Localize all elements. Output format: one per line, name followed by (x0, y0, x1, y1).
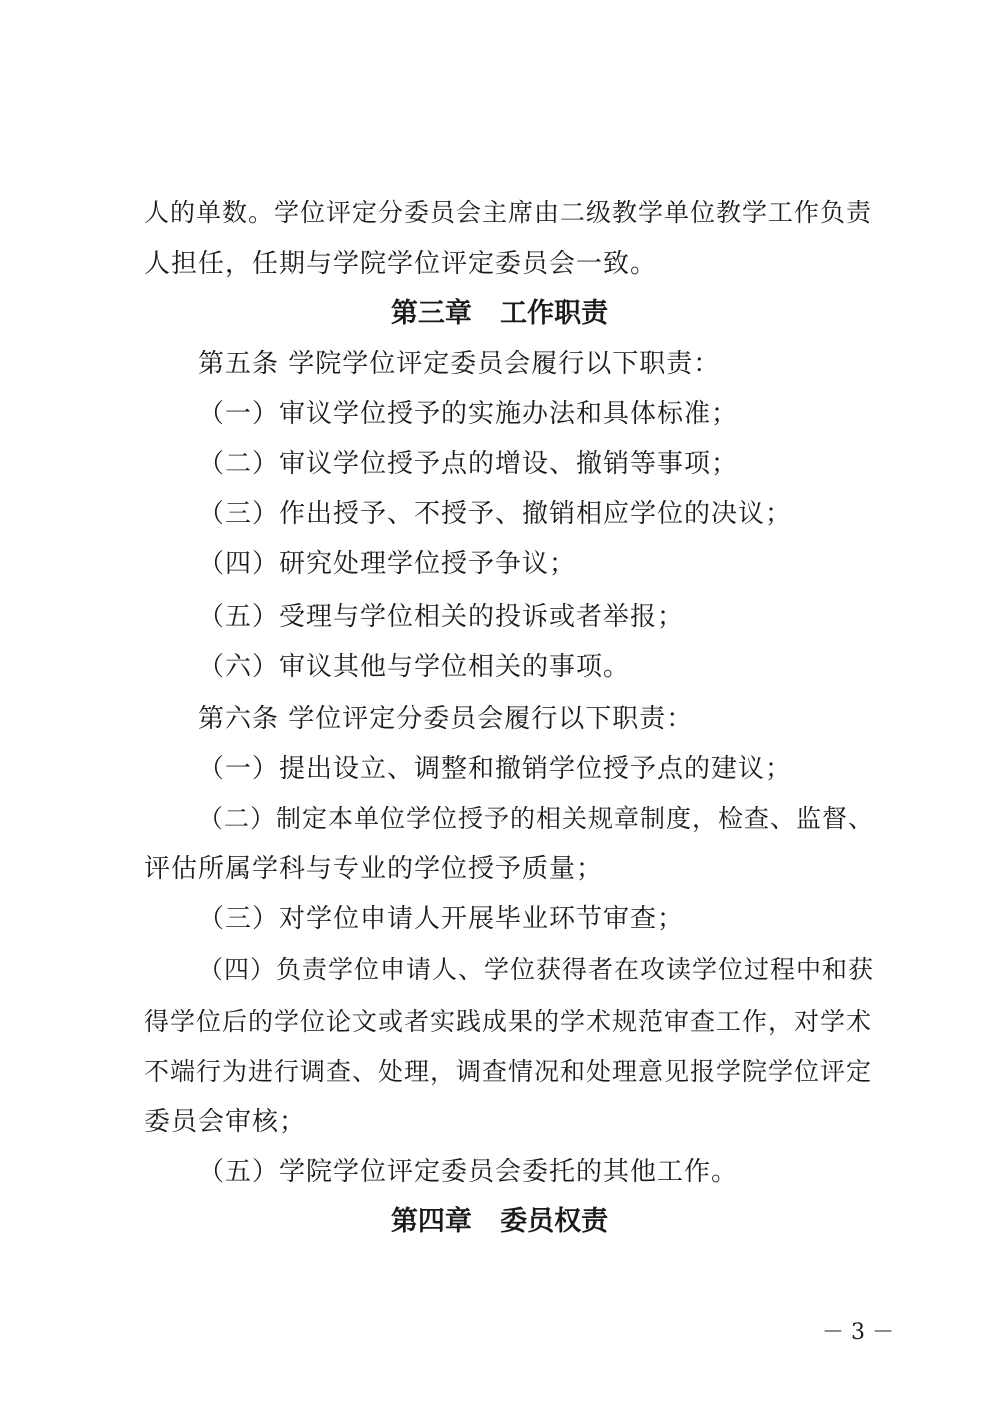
article-6-title: 第六条 学位评定分委员会履行以下职责： (198, 704, 694, 734)
list-item: （一）提出设立、调整和撤销学位授予点的建议； (198, 754, 793, 784)
list-item: （四）研究处理学位授予争议； (198, 549, 577, 579)
list-item: （三）对学位申请人开展毕业环节审查； (198, 904, 685, 934)
paragraph-line: 不端行为进行调查、处理，调查情况和处理意见报学院学位评定 (144, 1057, 873, 1086)
paragraph-line: 评估所属学科与专业的学位授予质量； (144, 854, 604, 884)
list-item: （六）审议其他与学位相关的事项。 (198, 652, 631, 682)
chapter-heading-4: 第四章 委员权责 (390, 1206, 609, 1237)
list-item: （二）制定本单位学位授予的相关规章制度，检查、监督、 (198, 804, 875, 833)
list-item: （二）审议学位授予点的增设、撤销等事项； (198, 449, 739, 479)
page-number: － 3 － (822, 1320, 894, 1345)
paragraph-line: 得学位后的学位论文或者实践成果的学术规范审查工作，对学术 (144, 1007, 873, 1036)
list-item: （三）作出授予、不授予、撤销相应学位的决议； (198, 499, 793, 529)
chapter-heading-3: 第三章 工作职责 (390, 298, 609, 329)
paragraph-line: 委员会审核； (144, 1107, 307, 1137)
list-item: （一）审议学位授予的实施办法和具体标准； (198, 399, 739, 429)
article-5-title: 第五条 学院学位评定委员会履行以下职责： (198, 349, 721, 379)
list-item: （五）学院学位评定委员会委托的其他工作。 (198, 1157, 739, 1187)
paragraph-line: 人的单数。学位评定分委员会主席由二级教学单位教学工作负责 (144, 198, 873, 227)
list-item: （五）受理与学位相关的投诉或者举报； (198, 602, 685, 632)
list-item: （四）负责学位申请人、学位获得者在攻读学位过程中和获 (198, 955, 875, 984)
paragraph-line: 人担任，任期与学院学位评定委员会一致。 (144, 249, 658, 279)
